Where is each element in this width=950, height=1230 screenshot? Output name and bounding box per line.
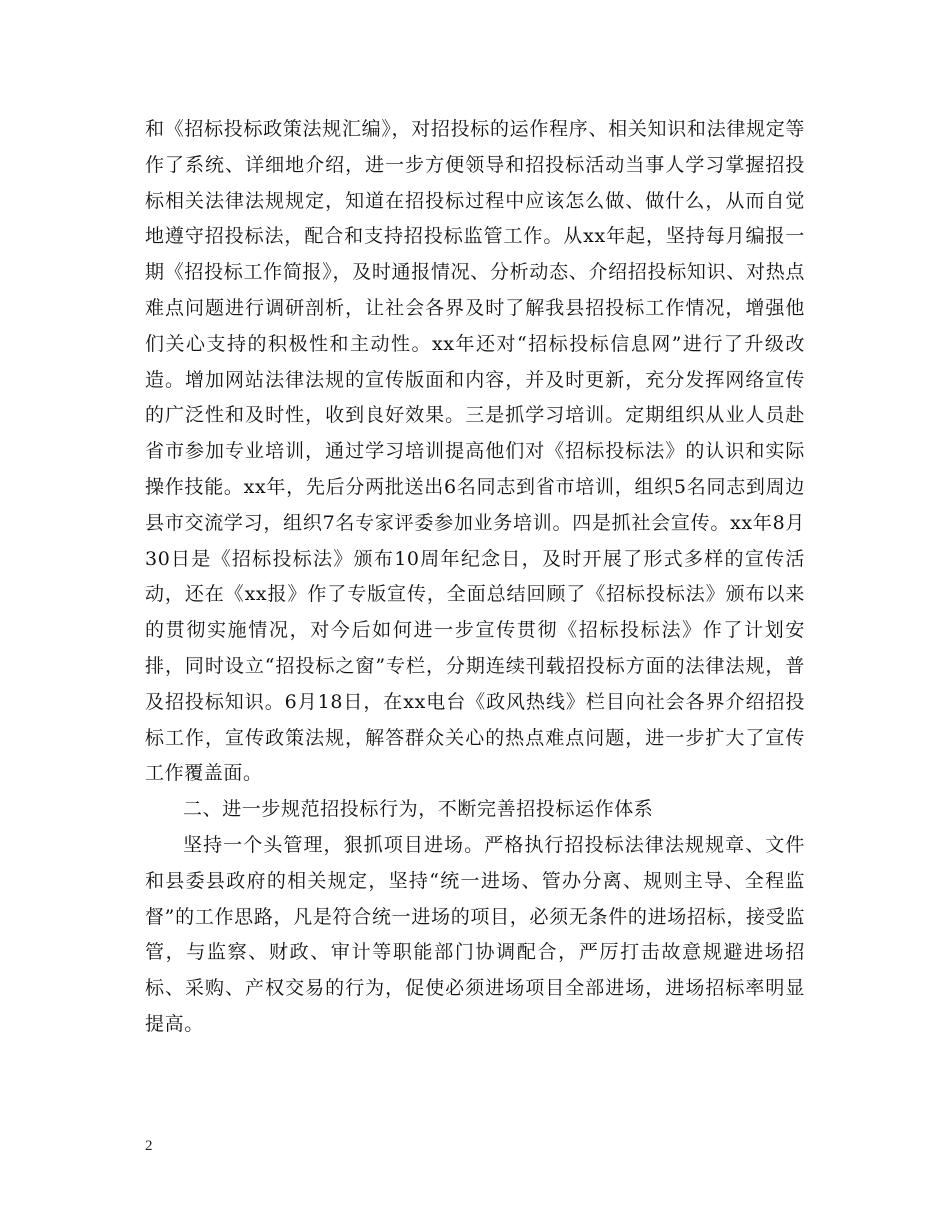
section-heading: 二、进一步规范招投标行为，不断完善招投标运作体系 bbox=[183, 798, 654, 821]
body-paragraph: 坚持一个头管理，狠抓项目进场。严格执行招投标法律法规规章、文件和县委县政府的相关规定，坚持“统一进场、管办分离、规则主导、全程监督”的工作思路，凡是符合统一进场的项目，必须无条件的进场招标，接受监管，与监察、财政、审计等职能部门协调配合，严厉打击故意规避进场招标、采购、产权交易的行为，促使必须进场项目全部进场，进场招标率明显提高。 bbox=[145, 833, 805, 1035]
page-number: 2 bbox=[145, 1138, 153, 1154]
document-body bbox=[145, 112, 805, 1043]
body-paragraph-continued: 和《招标投标政策法规汇编》，对招投标的运作程序、相关知识和法律规定等作了系统、详细地介绍，进一步方便领导和招投标活动当事人学习掌握招投标相关法律法规规定，知道在招投标过程中应该怎么做、做什么，从而自觉地遵守招投标法，配合和支持招投标监管工作。从xx年起，坚持每月编报一期《招投标工作简报》，及时通报情况、分析动态、介绍招投标知识、对热点难点问题进行调研剖析，让社会各界及时了解我县招投标工作情况，增强他们关心支持的积极性和主动性。xx年还对“招标投标信息网”进行了升级改造。增加网站法律法规的宣传版面和内容，并及时更新，充分发挥网络宣传的广泛性和及时性，收到良好效果。三是抓学习培训。定期组织从业人员赴省市参加专业培训，通过学习培训提高他们对《招标投标法》的认识和实际操作技能。xx年，先后分两批送出6名同志到省市培训，组织5名同志到周边县市交流学习，组织7名专家评委参加业务培训。四是抓社会宣传。xx年8月30日是《招标投标法》颁布10周年纪念日，及时开展了形式多样的宣传活动，还在《xx报》作了专版宣传，全面总结回顾了《招标投标法》颁布以来的贯彻实施情况，对今后如何进一步宣传贯彻《招标投标法》作了计划安排，同时设立“招投标之窗”专栏，分期连续刊载招投标方面的法律法规，普及招投标知识。6月18日，在xx电台《政风热线》栏目向社会各界介绍招投标工作，宣传政策法规，解答群众关心的热点难点问题，进一步扩大了宣传工作覆盖面。 bbox=[145, 118, 805, 785]
